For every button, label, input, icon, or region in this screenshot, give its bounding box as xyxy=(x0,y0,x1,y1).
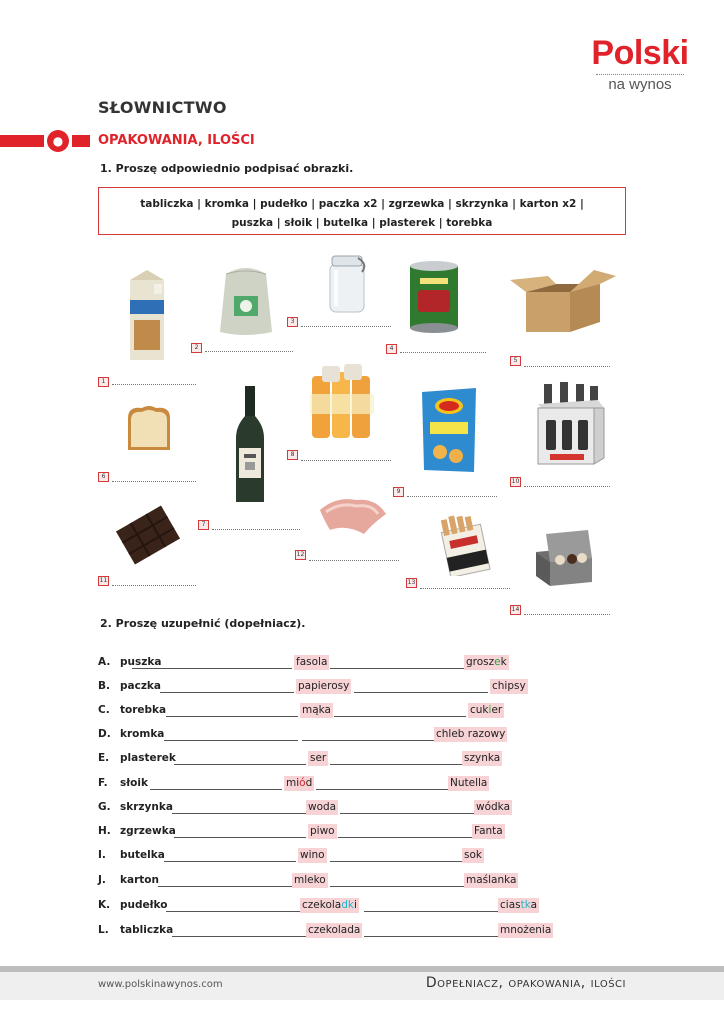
hint-1: piwo xyxy=(310,825,335,837)
exercise-row xyxy=(98,752,558,768)
answer-blank[interactable] xyxy=(174,764,306,765)
answer-blank[interactable] xyxy=(158,886,292,887)
exercise-row xyxy=(98,874,558,890)
chips-bag-icon xyxy=(418,386,480,474)
section-title: SŁOWNICTWO xyxy=(98,98,227,117)
answer-line[interactable] xyxy=(420,588,510,589)
hint-1: wino xyxy=(300,849,325,861)
hint-1: miód xyxy=(286,777,313,789)
row-word: torebka xyxy=(120,704,167,716)
answer-line[interactable] xyxy=(205,351,293,352)
item-number: 12 xyxy=(296,551,305,558)
logo-main-text: Polski xyxy=(591,34,689,72)
answer-line[interactable] xyxy=(212,529,300,530)
answer-line[interactable] xyxy=(112,585,196,586)
answer-line[interactable] xyxy=(407,496,497,497)
answer-line[interactable] xyxy=(524,486,610,487)
row-word: zgrzewka xyxy=(120,825,176,837)
answer-line[interactable] xyxy=(309,560,399,561)
exercise-row xyxy=(98,849,558,865)
row-word: butelka xyxy=(120,849,165,861)
exercise-row xyxy=(98,704,558,720)
flour-bag-icon xyxy=(216,262,276,336)
exercise-row xyxy=(98,924,568,940)
answer-line[interactable] xyxy=(112,384,196,385)
hint-2: cukier xyxy=(470,704,503,716)
row-letter: D. xyxy=(98,728,111,740)
praline-box-icon xyxy=(530,526,598,588)
hint-1: fasola xyxy=(296,656,328,668)
item-number: 14 xyxy=(511,606,520,613)
hint-1: ser xyxy=(310,752,327,764)
row-letter: G. xyxy=(98,801,111,813)
item-number: 13 xyxy=(407,579,416,586)
answer-blank[interactable] xyxy=(364,911,498,912)
footer-title: Dopełniacz, opakowania, ilości xyxy=(425,975,626,991)
bread-slice-icon xyxy=(122,404,176,454)
answer-blank[interactable] xyxy=(172,813,306,814)
answer-blank[interactable] xyxy=(354,692,488,693)
row-letter: E. xyxy=(98,752,110,764)
row-letter: A. xyxy=(98,656,111,668)
answer-blank[interactable] xyxy=(160,692,294,693)
item-number: 6 xyxy=(98,472,109,482)
wine-bottle-icon xyxy=(232,386,268,504)
item-number: 11 xyxy=(99,577,108,584)
hint-2: Nutella xyxy=(450,777,488,789)
item-number: 2 xyxy=(191,343,202,353)
hint-1: czekolada xyxy=(308,924,361,936)
answer-blank[interactable] xyxy=(340,813,474,814)
exercise-row xyxy=(98,825,558,841)
hint-2: wódka xyxy=(476,801,511,813)
row-letter: L. xyxy=(98,924,109,936)
row-letter: H. xyxy=(98,825,111,837)
hint-2: chleb razowy xyxy=(436,728,506,740)
answer-blank[interactable] xyxy=(316,789,448,790)
answer-blank[interactable] xyxy=(330,668,464,669)
cigarette-pack-icon xyxy=(434,510,494,576)
row-word: tabliczka xyxy=(120,924,174,936)
row-word: kromka xyxy=(120,728,165,740)
answer-line[interactable] xyxy=(400,352,486,353)
chat-bubble-icon: ● xyxy=(47,130,69,152)
answer-line[interactable] xyxy=(524,366,610,367)
hint-2: sok xyxy=(464,849,482,861)
exercise-row xyxy=(98,728,558,744)
hint-2: Fanta xyxy=(474,825,503,837)
footer-url[interactable]: www.polskinawynos.com xyxy=(98,979,223,990)
row-letter: F. xyxy=(98,777,108,789)
answer-blank[interactable] xyxy=(338,837,472,838)
item-number: 7 xyxy=(198,520,209,530)
exercise-row xyxy=(98,680,558,696)
item-number: 4 xyxy=(386,344,397,354)
exercise1-instruction: 1. Proszę odpowiednio podpisać obrazki. xyxy=(100,162,354,175)
row-word: plasterek xyxy=(120,752,176,764)
exercise-row xyxy=(98,656,558,672)
answer-blank[interactable] xyxy=(166,911,300,912)
answer-blank[interactable] xyxy=(174,837,306,838)
answer-blank[interactable] xyxy=(334,716,466,717)
item-number: 3 xyxy=(287,317,298,327)
hint-1: woda xyxy=(308,801,337,813)
exercise-row xyxy=(98,801,558,817)
hint-2: mnożenia xyxy=(500,924,552,936)
answer-blank[interactable] xyxy=(172,936,306,937)
answer-line[interactable] xyxy=(112,481,196,482)
hint-2: chipsy xyxy=(492,680,526,692)
exercise-row xyxy=(98,777,558,793)
item-number: 5 xyxy=(510,356,521,366)
ham-slice-icon xyxy=(316,494,390,538)
milk-carton-icon xyxy=(124,270,170,362)
row-letter: J. xyxy=(98,874,106,886)
exercise-row xyxy=(98,899,558,915)
hint-1: mleko xyxy=(294,874,326,886)
hint-2: maślanka xyxy=(466,874,517,886)
answer-blank[interactable] xyxy=(302,740,434,741)
item-number: 9 xyxy=(393,487,404,497)
row-word: skrzynka xyxy=(120,801,173,813)
hint-1: mąka xyxy=(302,704,331,716)
item-number: 1 xyxy=(98,377,109,387)
answer-blank[interactable] xyxy=(364,936,498,937)
answer-blank[interactable] xyxy=(132,668,292,669)
word-bank-line-2: puszka | słoik | butelka | plasterek | torebka xyxy=(231,217,493,229)
answer-blank[interactable] xyxy=(164,861,296,862)
exercise2-instruction: 2. Proszę uzupełnić (dopełniacz). xyxy=(100,617,306,630)
drink-pack-icon xyxy=(308,358,378,442)
hint-2: groszek xyxy=(466,656,507,668)
row-word: pudełko xyxy=(120,899,168,911)
cardboard-box-icon xyxy=(508,266,618,336)
answer-blank[interactable] xyxy=(166,716,298,717)
logo-divider xyxy=(596,74,684,75)
answer-blank[interactable] xyxy=(330,861,462,862)
chocolate-bar-icon xyxy=(114,504,182,566)
bottle-crate-icon xyxy=(534,380,606,468)
answer-blank[interactable] xyxy=(330,886,464,887)
row-word: karton xyxy=(120,874,159,886)
answer-line[interactable] xyxy=(301,460,391,461)
item-number: 10 xyxy=(511,478,520,485)
hint-1: czekoladki xyxy=(302,899,357,911)
row-letter: C. xyxy=(98,704,110,716)
answer-line[interactable] xyxy=(301,326,391,327)
hint-2: ciastka xyxy=(500,899,538,911)
logo-sub-text: na wynos xyxy=(608,76,672,93)
item-number: 8 xyxy=(287,450,298,460)
word-bank xyxy=(98,187,626,235)
answer-blank[interactable] xyxy=(330,764,462,765)
word-bank-line-1: tabliczka | kromka | pudełko | paczka x2 | zgrzewka | skrzynka | karton x2 | xyxy=(140,198,584,210)
hint-2: szynka xyxy=(464,752,501,764)
answer-blank[interactable] xyxy=(164,740,298,741)
row-letter: K. xyxy=(98,899,111,911)
row-letter: I. xyxy=(98,849,106,861)
row-word: paczka xyxy=(120,680,162,692)
row-word: puszka xyxy=(120,656,162,668)
hint-1: papierosy xyxy=(298,680,350,692)
tin-can-icon xyxy=(406,260,462,334)
answer-blank[interactable] xyxy=(150,789,282,790)
accent-bar-short xyxy=(72,135,90,147)
row-word: słoik xyxy=(120,777,148,789)
glass-jar-icon xyxy=(324,250,370,314)
accent-bar xyxy=(0,135,44,147)
row-letter: B. xyxy=(98,680,110,692)
answer-line[interactable] xyxy=(524,614,610,615)
logo xyxy=(590,34,690,94)
subsection-title: OPAKOWANIA, ILOŚCI xyxy=(98,133,255,148)
